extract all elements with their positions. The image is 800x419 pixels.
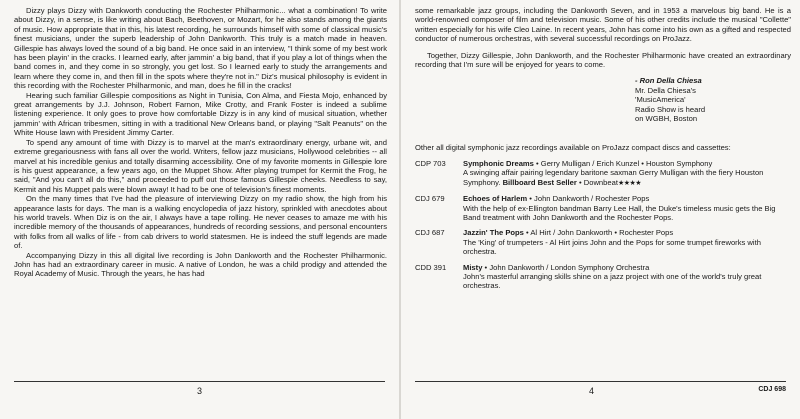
signature-block xyxy=(635,76,791,123)
left-text-column xyxy=(14,6,387,279)
recording-title: Misty xyxy=(463,262,483,272)
recording-title: Jazzin' The Pops xyxy=(463,228,524,238)
recording-artists: • John Dankworth / London Symphony Orchestra xyxy=(484,262,650,272)
paragraph: Together, Dizzy Gillespie, John Dankworth, and the Rochester Philharmonic have created an extraordinary recording that I'm sure will be enjoyed for years to come. xyxy=(415,50,791,70)
author-credit: 'MusicAmerica' xyxy=(635,95,686,105)
page-number: 3 xyxy=(197,386,203,396)
recording-description: A swinging affair pairing legendary baritone saxman Gerry Mulligan with the fiery Houston Symphony. xyxy=(463,168,764,187)
recording-item xyxy=(415,159,791,188)
recording-artists: • Al Hirt / John Dankworth • Rochester Pops xyxy=(526,228,674,238)
recordings-intro: Other all digital symphonic jazz recordings available on ProJazz compact discs and cassettes: xyxy=(415,143,731,153)
catalog-code: CDJ 679 xyxy=(415,194,445,204)
footer-rule xyxy=(14,381,385,382)
left-page xyxy=(0,0,399,419)
recording-description: John's masterful arranging skills shine on a jazz project with one of the world's truly great orchestras. xyxy=(463,271,762,291)
recording-accolade-tail: • Downbeat xyxy=(578,177,618,187)
recording-title: Echoes of Harlem xyxy=(463,194,528,204)
recording-artists: • Gerry Mulligan / Erich Kunzel • Houston Symphony xyxy=(536,158,713,168)
recording-item xyxy=(415,263,791,291)
recording-description: The 'King' of trumpeters - Al Hirt joins John and the Pops for some trumpet fireworks with orchestra. xyxy=(463,237,761,257)
page-number: 4 xyxy=(589,386,595,396)
recording-item xyxy=(415,194,791,222)
catalog-code: CDP 703 xyxy=(415,158,446,168)
catalog-code: CDJ 687 xyxy=(415,228,445,238)
paragraph: Accompanying Dizzy in this all digital live recording is John Dankworth and the Rochester Philharmonic. John has had an extraordinary career in music. A native of London, he was a child prodigy and attended the Royal Academy of Music. Through the years, he has had xyxy=(14,250,387,279)
catalog-number: CDJ 698 xyxy=(758,386,786,393)
right-page xyxy=(401,0,800,419)
author-credit: Mr. Della Chiesa's xyxy=(635,85,696,95)
paragraph: On the many times that I've had the pleasure of interviewing Dizzy on my radio show, the high from his appearance lasts for days. The man is a walking encyclopedia of jazz history, sprinkled with anecdotes about his world travels. When Diz is on the air, I always have a tape rolling. He never ceases to amaze me with his incredible memory of the thousands of appearances, hundreds of recording sessions, and personal encounters with folks from all walks of life - from cab drivers to world statesmen. He is indeed the stuff legends are made of. xyxy=(14,194,387,251)
paragraph: To spend any amount of time with Dizzy is to marvel at the man's extraordinary energy, urbane wit, and extreme gregariousness with fans all over the world. Writers, fellow jazz musicians, Hollywood celebrities -- all marvel at his incredible genius and totally disarming accessibility. One of my favorite moments in Gillespie lore is his guest appearance, a few years ago, on the Muppet Show. After playing trumpet for Kermit the Frog, he said, "And you can't all do this," and proceeded to puff out those famous Gillespie cheeks. Needless to say, Kermit and his Muppet pals were blown away! It had to be one of television's finest moments. xyxy=(14,137,387,194)
paragraph: some remarkable jazz groups, including the Dankworth Seven, and in 1953 a marvelous big band. He is a world-renowned composer of film and television music. Some of his other credits include the musical "Collette" written especially for his wife Cleo Laine. In recent years, John has come into his own as a gifted and respected conductor of numerous orchestras, with several successful recordings on ProJazz. xyxy=(415,6,791,44)
recording-description: With the help of ex-Ellington bandman Barry Lee Hall, the Duke's timeless music gets the Big Band treatment with John Dankworth and the Rochester Pops. xyxy=(463,203,776,222)
recording-title: Symphonic Dreams xyxy=(463,158,534,168)
right-text-column xyxy=(415,6,791,291)
recording-accolade: Billboard Best Seller xyxy=(502,177,577,187)
catalog-code: CDD 391 xyxy=(415,262,447,272)
author-credit: on WGBH, Boston xyxy=(635,114,698,124)
recording-item xyxy=(415,228,791,256)
rating-stars: ★★★★ xyxy=(617,179,642,187)
footer-rule xyxy=(415,381,786,382)
author-name: - Ron Della Chiesa xyxy=(635,76,702,86)
author-credit: Radio Show is heard xyxy=(635,104,706,114)
paragraph: Dizzy plays Dizzy with Dankworth conducting the Rochester Philharmonic... what a combination! To write about Dizzy, in a sense, is like writing about Bach, Beethoven, or Mozart, for he also stands among the giants of music. How appropriate that in this, his latest recording, he surrounds himself with some of classical music's finest musicians, under the superb leadership of John Dankworth. This truly is a match made in heaven. Gillespie has always loved the sound of a big band. He once said in an interview, "I think some of my best work has been playin' in the cracks. I learned early, after jammin' a big band, that if you play a lot of things when the band comes in, and they come in so strongly, you get lost. So I learned early to study the arrangements and learn where they come in, and then fill in the spots where they're not in." Diz's musical philosophy is evident in this recording with the Rochester Philharmonic, and man, does he fill in the cracks! xyxy=(14,6,387,91)
paragraph: Hearing such familiar Gillespie compositions as Night in Tunisia, Con Alma, and Fiesta Mojo, enhanced by great arrangements by J.J. Johnson, Robert Farnon, Mike Crotty, and Frank Foster is indeed a sublime listening experience. It only goes to prove how comfortable Dizzy is in any kind of musical situation, whether jammin' with African tribesmen, sitting in with a traditional New Orleans band, or playing "Salt Peanuts" on the White House lawn with President Jimmy Carter. xyxy=(14,90,387,138)
recording-artists: • John Dankworth / Rochester Pops xyxy=(529,194,650,204)
